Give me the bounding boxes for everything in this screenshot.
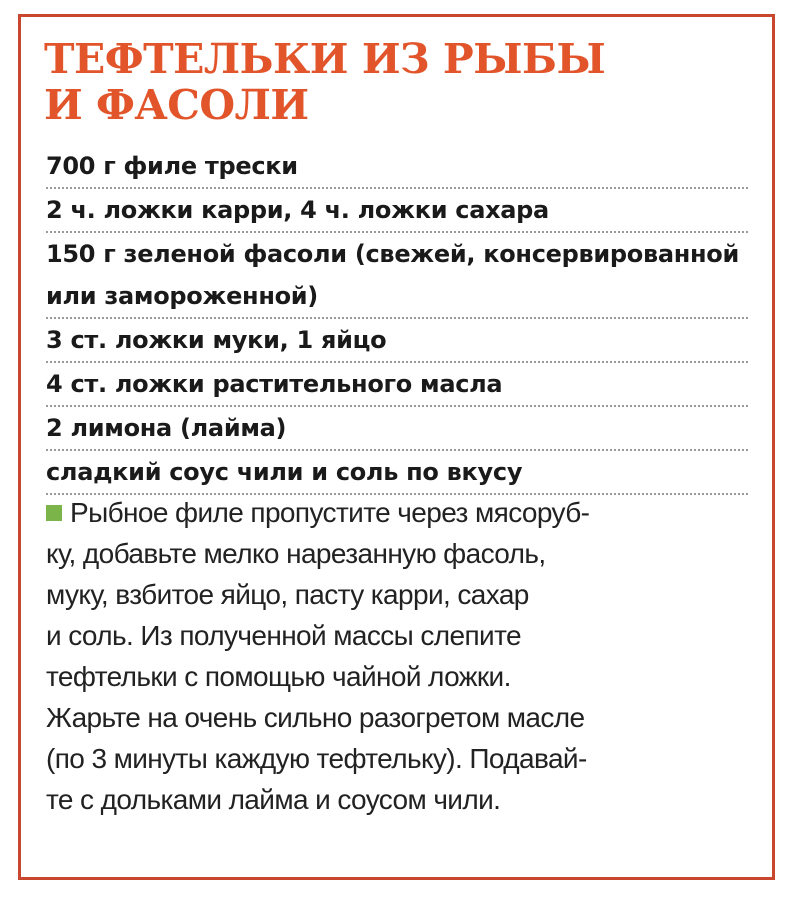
ingredient-item: 2 ч. ложки карри, 4 ч. ложки сахара (46, 189, 748, 233)
recipe-title-line-2: И ФАСОЛИ (44, 81, 309, 129)
method-line: (по 3 минуты каждую тефтельку). Подавай- (46, 743, 587, 774)
method-text (46, 492, 751, 820)
method-line: тефтельки с помощью чайной ложки. (46, 661, 511, 692)
ingredient-item: 3 ст. ложки муки, 1 яйцо (46, 319, 748, 363)
method-line: те с дольками лайма и соусом чили. (46, 784, 501, 815)
ingredient-item: 2 лимона (лайма) (46, 407, 748, 451)
ingredient-item: 700 г филе трески (46, 145, 748, 189)
method-line-text: Рыбное филе пропустите через мясоруб- (70, 497, 590, 528)
method-line: муку, взбитое яйцо, пасту карри, сахар (46, 579, 529, 610)
method-line: и соль. Из полученной массы слепите (46, 620, 521, 651)
method-line: Жарьте на очень сильно разогретом масле (46, 702, 585, 733)
recipe-title-line-1: ТЕФТЕЛЬКИ ИЗ РЫБЫ (44, 35, 606, 83)
method-line (46, 492, 751, 533)
ingredient-item: сладкий соус чили и соль по вкусу (46, 451, 748, 495)
recipe-title (44, 36, 605, 128)
ingredient-item: 4 ст. ложки растительного масла (46, 363, 748, 407)
green-square-bullet-icon (46, 505, 62, 521)
ingredients-list (46, 145, 748, 495)
method-line: ку, добавьте мелко нарезанную фасоль, (46, 538, 546, 569)
ingredient-item: 150 г зеленой фасоли (свежей, консервированной или замороженной) (46, 233, 748, 319)
